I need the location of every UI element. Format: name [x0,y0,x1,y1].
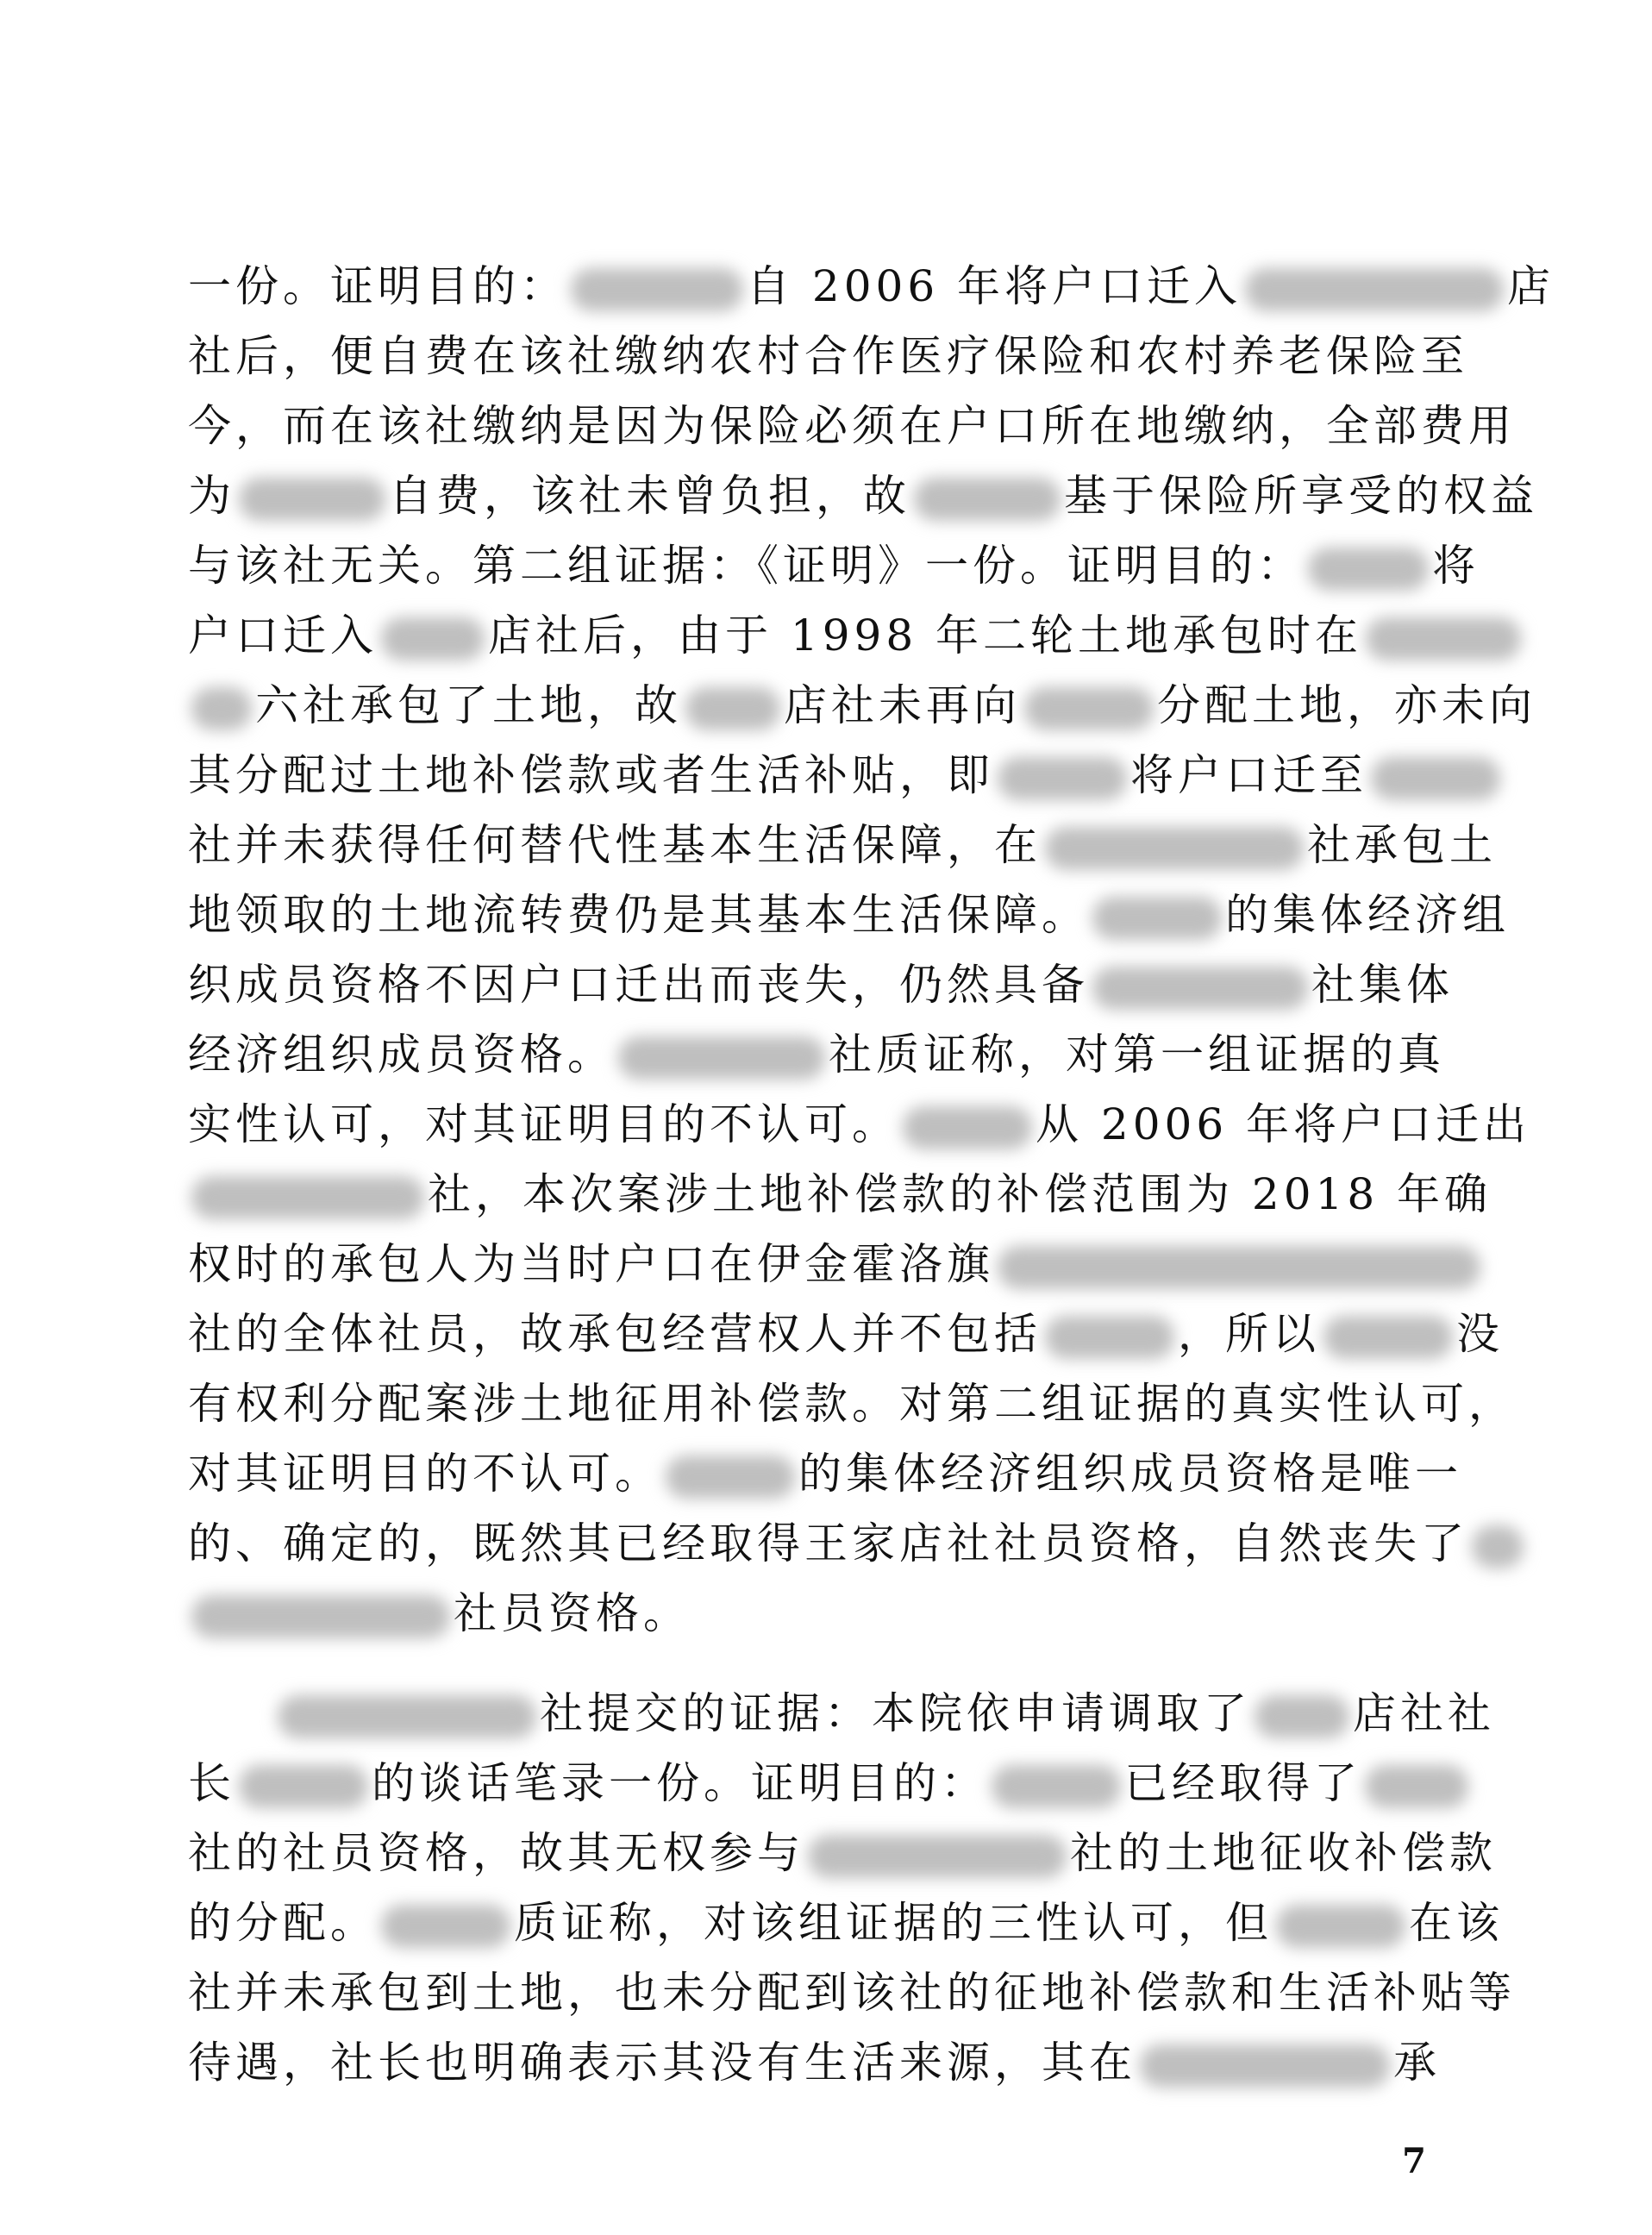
text-run: 社集体 [1311,960,1454,1010]
text-run: 店社后，由于 1998 年二轮土地承包时在 [488,610,1363,660]
text-line [188,950,1454,1020]
redacted-name [571,268,743,311]
text-line [188,531,1480,601]
text-run: 一份。证明目的： [188,261,567,311]
text-line [188,811,1497,880]
redacted-place [381,617,485,660]
text-run: 今，而在该社缴纳是因为保险必须在户口所在地缴纳，全部费用 [188,401,1516,451]
text-line [188,1020,1445,1090]
text-line [188,1679,1495,1749]
text-run: 其分配过土地补偿款或者生活补贴，即 [188,750,994,800]
text-run: 对其证明目的不认可。 [188,1449,662,1499]
text-line [188,1819,1497,1888]
text-run: 自 2006 年将户口迁入 [747,261,1242,311]
redacted-name [381,1905,510,1948]
redacted-name [666,1456,795,1499]
redacted-place [1245,268,1504,311]
redacted-place [1366,617,1521,660]
text-run: 在该 [1409,1898,1504,1948]
text-run: 六社承包了土地，故 [255,680,682,730]
text-line [188,1509,1468,1579]
text-line [188,741,1440,811]
text-line [188,252,1555,322]
text-line [188,1888,1504,1958]
text-run: 社并未承包到土地，也未分配到该社的征地补偿款和生活补贴等 [188,1968,1516,2018]
redacted-place [1092,967,1308,1010]
text-line [188,391,1516,461]
redacted-name [1276,1905,1405,1948]
text-run: 的分配。 [188,1898,378,1948]
redacted-place [1472,1525,1524,1568]
text-run: 有权利分配案涉土地征用补偿款。对第二组证据的真实性认可， [188,1379,1516,1429]
redacted-name [239,478,385,521]
text-run: 已经取得了 [1124,1758,1361,1808]
redacted-place [998,1246,1480,1289]
text-run: 实性认可，对其证明目的不认可。 [188,1099,899,1149]
body-text [188,252,1555,2098]
redacted-place [191,1595,450,1638]
text-run: 织成员资格不因户口迁出而丧失，仍然具备 [188,960,1089,1010]
redacted-place [191,1176,424,1219]
redacted-name [1308,548,1429,591]
redacted-place [1365,1765,1468,1808]
redacted-place [808,1835,1067,1878]
text-line [188,671,1536,741]
text-run: 地领取的土地流转费仍是其基本生活保障。 [188,890,1089,940]
text-run: 社提交的证据：本院依申请调取了 [540,1688,1251,1738]
text-line [188,1439,1462,1509]
text-run: 社的土地征收补偿款 [1070,1828,1497,1878]
text-run: 分配土地，亦未向 [1157,680,1536,730]
redacted-name [1045,1316,1174,1359]
redacted-name [992,1765,1121,1808]
redacted-name [998,757,1127,800]
redacted-name [1024,687,1154,730]
text-run: 从 2006 年将户口迁出 [1036,1099,1531,1149]
text-run: 基于保险所享受的权益 [1064,471,1538,521]
redacted-name [1092,897,1222,940]
text-run: 社承包土 [1307,820,1497,870]
text-line [188,1958,1516,2028]
text-line [188,1160,1492,1230]
text-line [188,2028,1440,2098]
text-run: 店社未再向 [784,680,1021,730]
text-run: 自费，该社未曾负担，故 [389,471,910,521]
text-line [188,1090,1531,1160]
redacted-place [1371,757,1500,800]
page-number: 7 [1402,2141,1426,2182]
text-run: 社的社员资格，故其无权参与 [188,1828,804,1878]
text-run: 为 [188,471,235,521]
redacted-name [1323,1316,1453,1359]
redacted-place [278,1695,536,1738]
text-run: 店 [1507,261,1555,311]
text-line [188,322,1468,391]
text-run: 户口迁入 [188,610,378,660]
text-run: 承 [1393,2038,1441,2088]
text-run: 的、确定的，既然其已经取得王家店社社员资格，自然丧失了 [188,1518,1468,1568]
redacted-name [239,1765,368,1808]
text-line [188,461,1538,531]
paragraph-gap [188,1649,1440,1679]
redacted-name [903,1106,1032,1149]
redacted-name [914,478,1061,521]
text-run: 经济组织成员资格。 [188,1030,615,1080]
redacted-place [1255,1695,1349,1738]
text-run: 没 [1456,1309,1504,1359]
text-line [188,1299,1504,1369]
redacted-place [1045,827,1304,870]
text-run: ，所以 [1178,1309,1320,1359]
text-run: 将户口迁至 [1130,750,1367,800]
text-line [188,1369,1516,1439]
text-run: 将 [1432,541,1480,591]
text-run: 的集体经济组织成员资格是唯一 [798,1449,1462,1499]
text-run: 与该社无关。第二组证据：《证明》一份。证明目的： [188,541,1305,591]
text-line [188,601,1440,671]
text-line [188,880,1510,950]
text-run: 社，本次案涉土地补偿款的补偿范围为 2018 年确 [428,1169,1492,1219]
redacted-place [1140,2044,1390,2088]
text-run: 店社社 [1353,1688,1495,1738]
text-run: 的集体经济组 [1225,890,1510,940]
redacted-place [685,687,780,730]
text-run: 社员资格。 [454,1588,691,1638]
text-run: 社后，便自费在该社缴纳农村合作医疗保险和农村养老保险至 [188,331,1468,381]
redacted-place [191,687,252,730]
text-run: 长 [188,1758,235,1808]
text-run: 社并未获得任何替代性基本生活保障，在 [188,820,1042,870]
text-run: 待遇，社长也明确表示其没有生活来源，其在 [188,2038,1136,2088]
text-line [188,1749,1440,1819]
text-run: 的谈话笔录一份。证明目的： [372,1758,988,1808]
text-run: 社的全体社员，故承包经营权人并不包括 [188,1309,1042,1359]
text-line [188,1230,1440,1299]
text-run: 权时的承包人为当时户口在伊金霍洛旗 [188,1239,994,1289]
redacted-place [618,1036,825,1080]
text-run: 质证称，对该组证据的三性认可，但 [514,1898,1273,1948]
text-line [188,1579,1440,1649]
text-run: 社质证称，对第一组证据的真 [829,1030,1445,1080]
